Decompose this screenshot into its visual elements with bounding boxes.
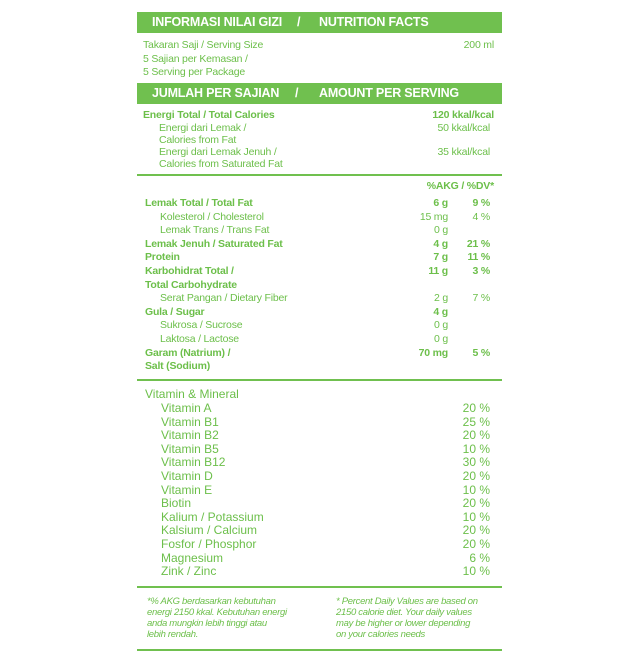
vitamin-dv: 20 %: [462, 428, 490, 443]
vitamin-dv: 20 %: [462, 469, 490, 483]
vitamin-name: Vitamin B2: [161, 428, 219, 443]
amount-header-en: AMOUNT PER SERVING: [319, 86, 459, 100]
vitamin-name: Vitamin E: [161, 482, 213, 497]
vitamin-name: Vitamin A: [161, 401, 212, 415]
servings-per-pack-line-1: 5 Sajian per Kemasan /: [143, 53, 248, 65]
nutrient-label-line-2: Salt (Sodium): [145, 360, 211, 373]
energy-sat-label-2: Calories from Saturated Fat: [159, 158, 283, 170]
energy-sat-label-1: Energi dari Lemak Jenuh /: [159, 146, 277, 158]
nutrient-label: Lemak Jenuh / Saturated Fat: [145, 237, 283, 250]
nutrient-label: Protein: [145, 251, 180, 264]
nutrient-dv: 9 %: [472, 197, 490, 209]
nutrient-label: Lemak Trans / Trans Fat: [160, 224, 270, 237]
energy-fat-label-1: Energi dari Lemak /: [159, 122, 247, 134]
nutrient-label: Lemak Total / Total Fat: [145, 197, 253, 209]
vitamin-name: Kalsium / Calcium: [161, 523, 258, 538]
nutrient-amount: 0 g: [434, 319, 448, 332]
nutrient-amount: 0 g: [434, 333, 448, 345]
divider-after-vitamins: [137, 586, 502, 588]
vitamin-name: Vitamin B12: [161, 455, 226, 470]
footnote-line: anda mungkin lebih tinggi atau: [147, 618, 267, 629]
vitamin-dv: 30 %: [462, 455, 490, 470]
nutrient-dv: 7 %: [472, 292, 490, 305]
nutrient-amount: 0 g: [434, 224, 448, 237]
nutrient-amount: 15 mg: [419, 210, 448, 223]
nutrient-amount: 11 g: [428, 265, 448, 277]
energy-fat-value: 50 kkal/kcal: [437, 122, 490, 134]
divider-after-energy: [137, 174, 502, 176]
energy-fat-label-2: Calories from Fat: [159, 134, 237, 146]
footnote-line: energi 2150 kkal. Kebutuhan energi: [147, 607, 287, 618]
nutrient-amount: 4 g: [433, 237, 448, 250]
nutrition-facts-header: [137, 12, 502, 33]
vitamin-dv: 20 %: [462, 401, 490, 415]
nutrient-dv: 21 %: [466, 237, 490, 250]
nutrient-label: Serat Pangan / Dietary Fiber: [160, 292, 288, 305]
serving-size-label: Takaran Saji / Serving Size: [143, 39, 264, 51]
servings-per-pack-line-2: 5 Serving per Package: [143, 66, 246, 78]
header-title-en: NUTRITION FACTS: [319, 15, 429, 29]
footnote-line: lebih rendah.: [147, 629, 199, 640]
vitamin-dv: 10 %: [462, 441, 490, 456]
vitamins-title: Vitamin & Mineral: [145, 387, 239, 401]
energy-total-label: Energi Total / Total Calories: [143, 109, 275, 121]
nutrient-amount: 7 g: [433, 251, 448, 264]
nutrient-label: Sukrosa / Sucrose: [160, 319, 243, 332]
nutrient-label: Karbohidrat Total /: [145, 265, 234, 277]
amount-header-separator: /: [295, 86, 299, 100]
vitamin-name: Fosfor / Phosphor: [161, 537, 257, 551]
divider-after-nutrients: [137, 379, 502, 381]
nutrient-label: Laktosa / Lactose: [160, 333, 239, 345]
nutrient-label: Gula / Sugar: [145, 305, 205, 318]
vitamin-dv: 6 %: [469, 550, 490, 565]
nutrient-label-line-2: Total Carbohydrate: [145, 278, 237, 291]
vitamin-dv: 10 %: [462, 482, 490, 497]
vitamin-dv: 20 %: [462, 523, 490, 538]
nutrition-facts-panel: [137, 12, 502, 652]
amount-header-id: JUMLAH PER SAJIAN: [152, 86, 280, 100]
footnote-line: 2150 calorie diet. Your daily values: [336, 607, 472, 618]
footnote-line: may be higher or lower depending: [336, 618, 471, 629]
footnote-line: on your calories needs: [336, 629, 425, 640]
vitamin-name: Magnesium: [161, 550, 224, 565]
nutrient-dv: 5 %: [472, 346, 490, 359]
vitamin-name: Vitamin B5: [161, 441, 219, 456]
nutrient-dv: 4 %: [472, 210, 490, 223]
vitamin-dv: 20 %: [462, 537, 490, 551]
vitamin-name: Biotin: [161, 496, 192, 511]
vitamin-name: Kalium / Potassium: [161, 509, 264, 524]
nutrient-dv: 11 %: [467, 251, 490, 264]
nutrient-amount: 70 mg: [418, 346, 448, 359]
bottom-border: [137, 649, 502, 651]
amount-per-serving-header: [137, 83, 502, 104]
nutrient-dv: 3 %: [472, 265, 490, 277]
nutrient-amount: 2 g: [434, 292, 448, 305]
nutrient-amount: 4 g: [433, 305, 448, 318]
vitamin-dv: 10 %: [462, 564, 490, 579]
footnote-line: *% AKG berdasarkan kebutuhan: [147, 596, 276, 607]
vitamin-dv: 20 %: [462, 496, 490, 511]
energy-sat-value: 35 kkal/kcal: [437, 146, 490, 158]
energy-total-value: 120 kkal/kcal: [432, 109, 494, 121]
footnote-line: * Percent Daily Values are based on: [336, 596, 478, 607]
dv-column-header: %AKG / %DV*: [426, 180, 494, 192]
nutrient-label: Garam (Natrium) /: [145, 346, 231, 359]
vitamin-name: Vitamin B1: [161, 414, 219, 429]
nutrient-label: Kolesterol / Cholesterol: [160, 210, 264, 223]
vitamin-name: Zink / Zinc: [161, 564, 217, 579]
nutrient-amount: 6 g: [433, 197, 448, 209]
serving-size-value: 200 ml: [463, 39, 494, 51]
header-separator: /: [297, 15, 301, 29]
vitamin-dv: 10 %: [462, 509, 490, 524]
vitamin-name: Vitamin D: [161, 469, 213, 483]
vitamin-dv: 25 %: [462, 414, 490, 429]
header-title-id: INFORMASI NILAI GIZI: [152, 15, 283, 29]
